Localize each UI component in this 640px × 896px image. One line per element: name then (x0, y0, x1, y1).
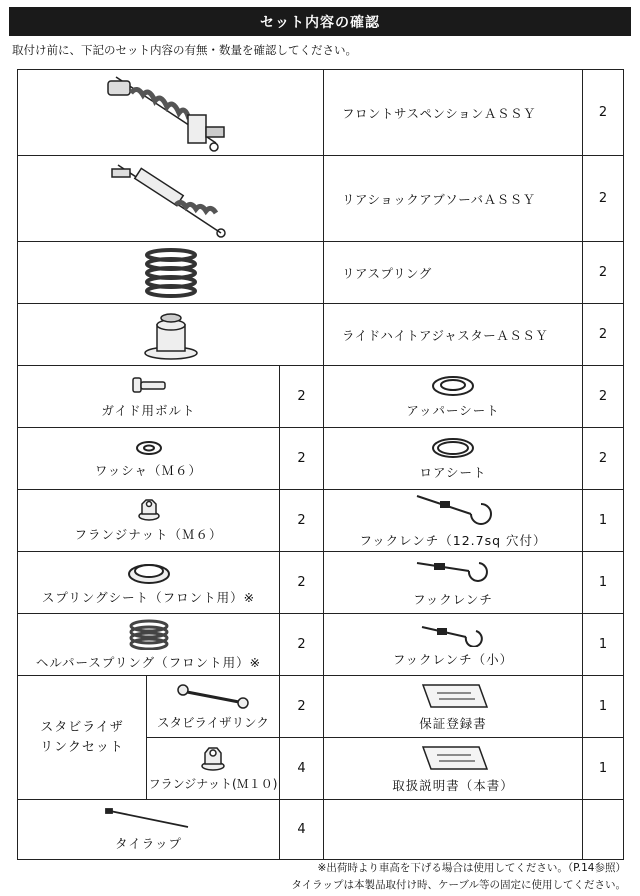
spring-seat-qty: 2 (280, 552, 324, 614)
guide-bolt-icon (129, 374, 169, 398)
table-row (18, 304, 624, 366)
tie-wrap-label: タイラップ (114, 836, 182, 851)
table-row (18, 366, 624, 428)
hook-wrench-127-qty: 1 (583, 490, 624, 552)
rear-spring-image (18, 242, 324, 304)
stabilizer-link-qty: 2 (280, 676, 324, 738)
ride-height-label: ライドハイトアジャスターＡＳＳＹ (324, 304, 583, 366)
parts-table (17, 69, 624, 860)
table-row (18, 800, 624, 860)
empty-cell (324, 800, 583, 860)
upper-seat-cell (324, 366, 583, 428)
flange-nut-m10-label: フランジナット(Ｍ１０) (148, 776, 278, 791)
rear-spring-icon (136, 247, 206, 299)
tie-wrap-qty: 4 (280, 800, 324, 860)
front-suspension-label: フロントサスペンションＡＳＳＹ (324, 70, 583, 156)
document-icon (413, 743, 493, 773)
table-row (18, 428, 624, 490)
table-row (18, 70, 624, 156)
tie-wrap-cell (18, 800, 280, 860)
flange-nut-m6-qty: 2 (280, 490, 324, 552)
ride-height-image (18, 304, 324, 366)
stabilizer-set-label-2: リンクセット (40, 739, 124, 755)
warranty-qty: 1 (583, 676, 624, 738)
washer-qty: 2 (280, 428, 324, 490)
washer-icon (134, 438, 164, 458)
helper-spring-icon (127, 618, 171, 650)
hook-wrench-icon (418, 621, 488, 647)
guide-bolt-cell (18, 366, 280, 428)
washer-label: ワッシャ（Ｍ６） (94, 463, 203, 478)
table-row (18, 552, 624, 614)
page-title: セット内容の確認 (9, 7, 631, 36)
stabilizer-link-label: スタビライザリンク (157, 715, 269, 730)
ride-height-adjuster-icon (141, 309, 201, 361)
front-suspension-qty: 2 (583, 70, 624, 156)
flange-nut-m10-qty: 4 (280, 738, 324, 800)
front-suspension-image (18, 70, 324, 156)
helper-spring-label: ヘルパースプリング（フロント用）※ (35, 655, 262, 670)
hook-wrench-small-cell (324, 614, 583, 676)
lower-seat-qty: 2 (583, 428, 624, 490)
warranty-cell (324, 676, 583, 738)
rear-spring-qty: 2 (583, 242, 624, 304)
footnote-2: タイラップは本製品取付け時、ケーブル等の固定に使用してください。 (291, 879, 626, 891)
tie-wrap-icon (104, 807, 194, 831)
manual-cell (324, 738, 583, 800)
helper-spring-cell (18, 614, 280, 676)
intro-text: 取付け前に、下記のセット内容の有無・数量を確認してください。 (12, 43, 357, 57)
hook-wrench-small-label: フックレンチ（小） (392, 652, 514, 667)
hook-wrench-icon (413, 557, 493, 587)
hook-wrench-qty: 1 (583, 552, 624, 614)
rear-spring-label: リアスプリング (324, 242, 583, 304)
document-icon (413, 681, 493, 711)
stabilizer-set-label-1: スタビライザ (40, 719, 124, 735)
guide-bolt-label: ガイド用ボルト (101, 403, 196, 418)
rear-shock-qty: 2 (583, 156, 624, 242)
flange-nut-m10-cell (147, 738, 280, 800)
footnote-1: ※出荷時より車高を下げる場合は使用してください。（P.14参照） (317, 862, 626, 874)
flange-nut-m6-label: フランジナット（Ｍ６） (74, 527, 223, 542)
manual-label: 取扱説明書（本書） (392, 778, 514, 793)
stabilizer-link-icon (173, 682, 253, 710)
hook-wrench-label: フックレンチ (413, 592, 493, 607)
rear-shock-icon (96, 159, 246, 239)
spring-seat-label: スプリングシート（フロント用）※ (41, 590, 256, 605)
spring-seat-cell (18, 552, 280, 614)
table-row (18, 242, 624, 304)
table-row (18, 490, 624, 552)
guide-bolt-qty: 2 (280, 366, 324, 428)
rear-shock-label: リアショックアブソーバＡＳＳＹ (324, 156, 583, 242)
hook-wrench-127-cell (324, 490, 583, 552)
empty-cell (583, 800, 624, 860)
hook-wrench-icon (413, 492, 493, 528)
hook-wrench-cell (324, 552, 583, 614)
warranty-label: 保証登録書 (419, 716, 487, 731)
upper-seat-icon (430, 374, 476, 398)
helper-spring-qty: 2 (280, 614, 324, 676)
stabilizer-link-cell (147, 676, 280, 738)
rear-shock-image (18, 156, 324, 242)
hook-wrench-small-qty: 1 (583, 614, 624, 676)
manual-qty: 1 (583, 738, 624, 800)
flange-nut-icon (137, 498, 161, 522)
table-row (18, 614, 624, 676)
washer-cell (18, 428, 280, 490)
lower-seat-label: ロアシート (419, 465, 487, 480)
flange-nut-m6-cell (18, 490, 280, 552)
stabilizer-set-cell (18, 676, 147, 800)
front-suspension-icon (96, 73, 246, 153)
footnotes (291, 860, 626, 894)
upper-seat-label: アッパーシート (406, 403, 500, 418)
lower-seat-cell (324, 428, 583, 490)
lower-seat-icon (430, 436, 476, 460)
ride-height-qty: 2 (583, 304, 624, 366)
spring-seat-icon (126, 559, 172, 585)
table-row (18, 676, 624, 738)
table-row (18, 156, 624, 242)
upper-seat-qty: 2 (583, 366, 624, 428)
hook-wrench-127-label: フックレンチ（12.7sq 穴付） (359, 533, 547, 548)
flange-nut-icon (200, 746, 226, 772)
